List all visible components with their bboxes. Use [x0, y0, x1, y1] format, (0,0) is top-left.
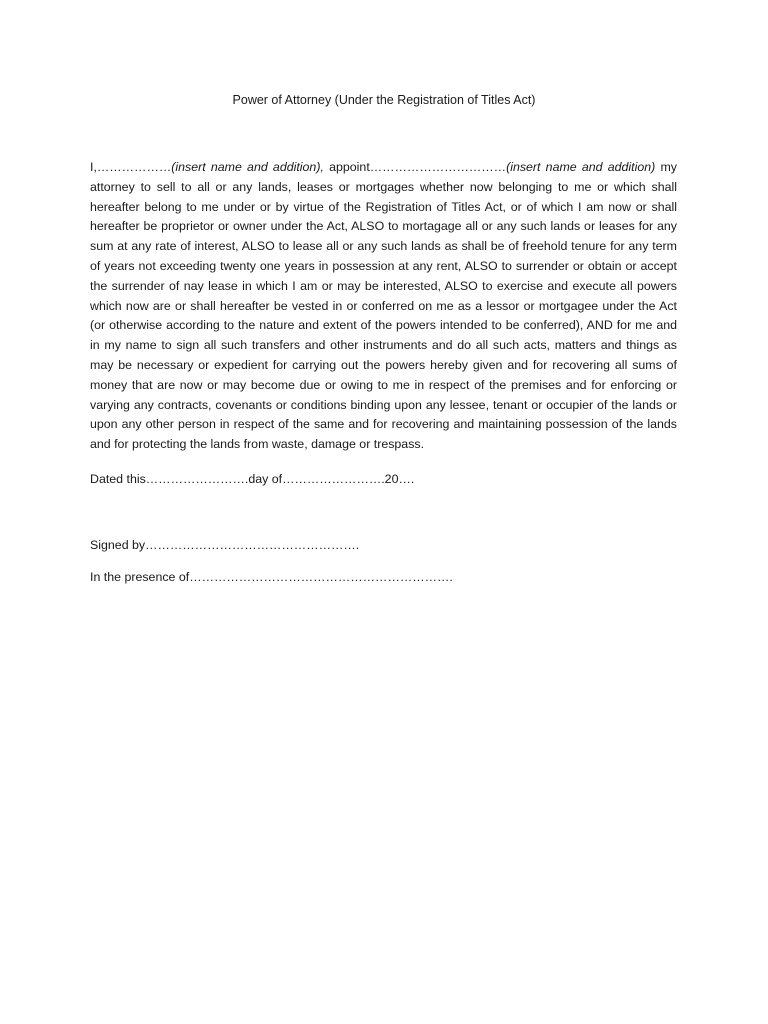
body-appoint: appoint……………………………: [323, 160, 507, 174]
body-opening: I,………………: [90, 160, 172, 174]
signed-line: Signed by…………………………………………….: [90, 538, 360, 552]
document-body: [90, 158, 677, 455]
body-placeholder-name-2: (insert name and addition): [506, 160, 656, 174]
body-remainder: my attorney to sell to all or any lands, leases or mortgages whether now belonging to me or which shall hereafter belong to me under or by virtue of the Registration of Titles Act, or of which I am now or shall hereafter be proprietor or owner under the Act, ALSO to mortagage all or any such lands or leases for any sum at any rate of interest, ALSO to lease all or any such lands as shall be of freehold tenure for any term of years not exceeding twenty one years in possession at any rent, ALSO to surrender or obtain or accept the surrender of nay lease in which I am or may be interested, ALSO to exercise and execute all powers which now are or shall hereafter be vested in or conferred on me as a lessor or mortgagee under the Act (or otherwise according to the nature and extent of the powers intended to be conferred), AND for me and in my name to sign all such transfers and other instruments and do all such acts, matters and things as may be necessary or expedient for carrying out the powers hereby given and for recovering all sums of money that are now or may become due or owing to me in respect of the premises and for enforcing or varying any contracts, covenants or conditions binding upon any lessee, tenant or occupier of the lands or upon any other person in respect of the same and for recovering and maintaining possession of the lands and for protecting the lands from waste, damage or trespass.: [90, 160, 677, 452]
body-placeholder-name-1: (insert name and addition),: [171, 160, 324, 174]
presence-line: In the presence of……………………………………………………….: [90, 570, 453, 584]
dated-line: Dated this…………………….day of…………………….20….: [90, 472, 415, 486]
document-title: Power of Attorney (Under the Registration of Titles Act): [232, 93, 536, 107]
